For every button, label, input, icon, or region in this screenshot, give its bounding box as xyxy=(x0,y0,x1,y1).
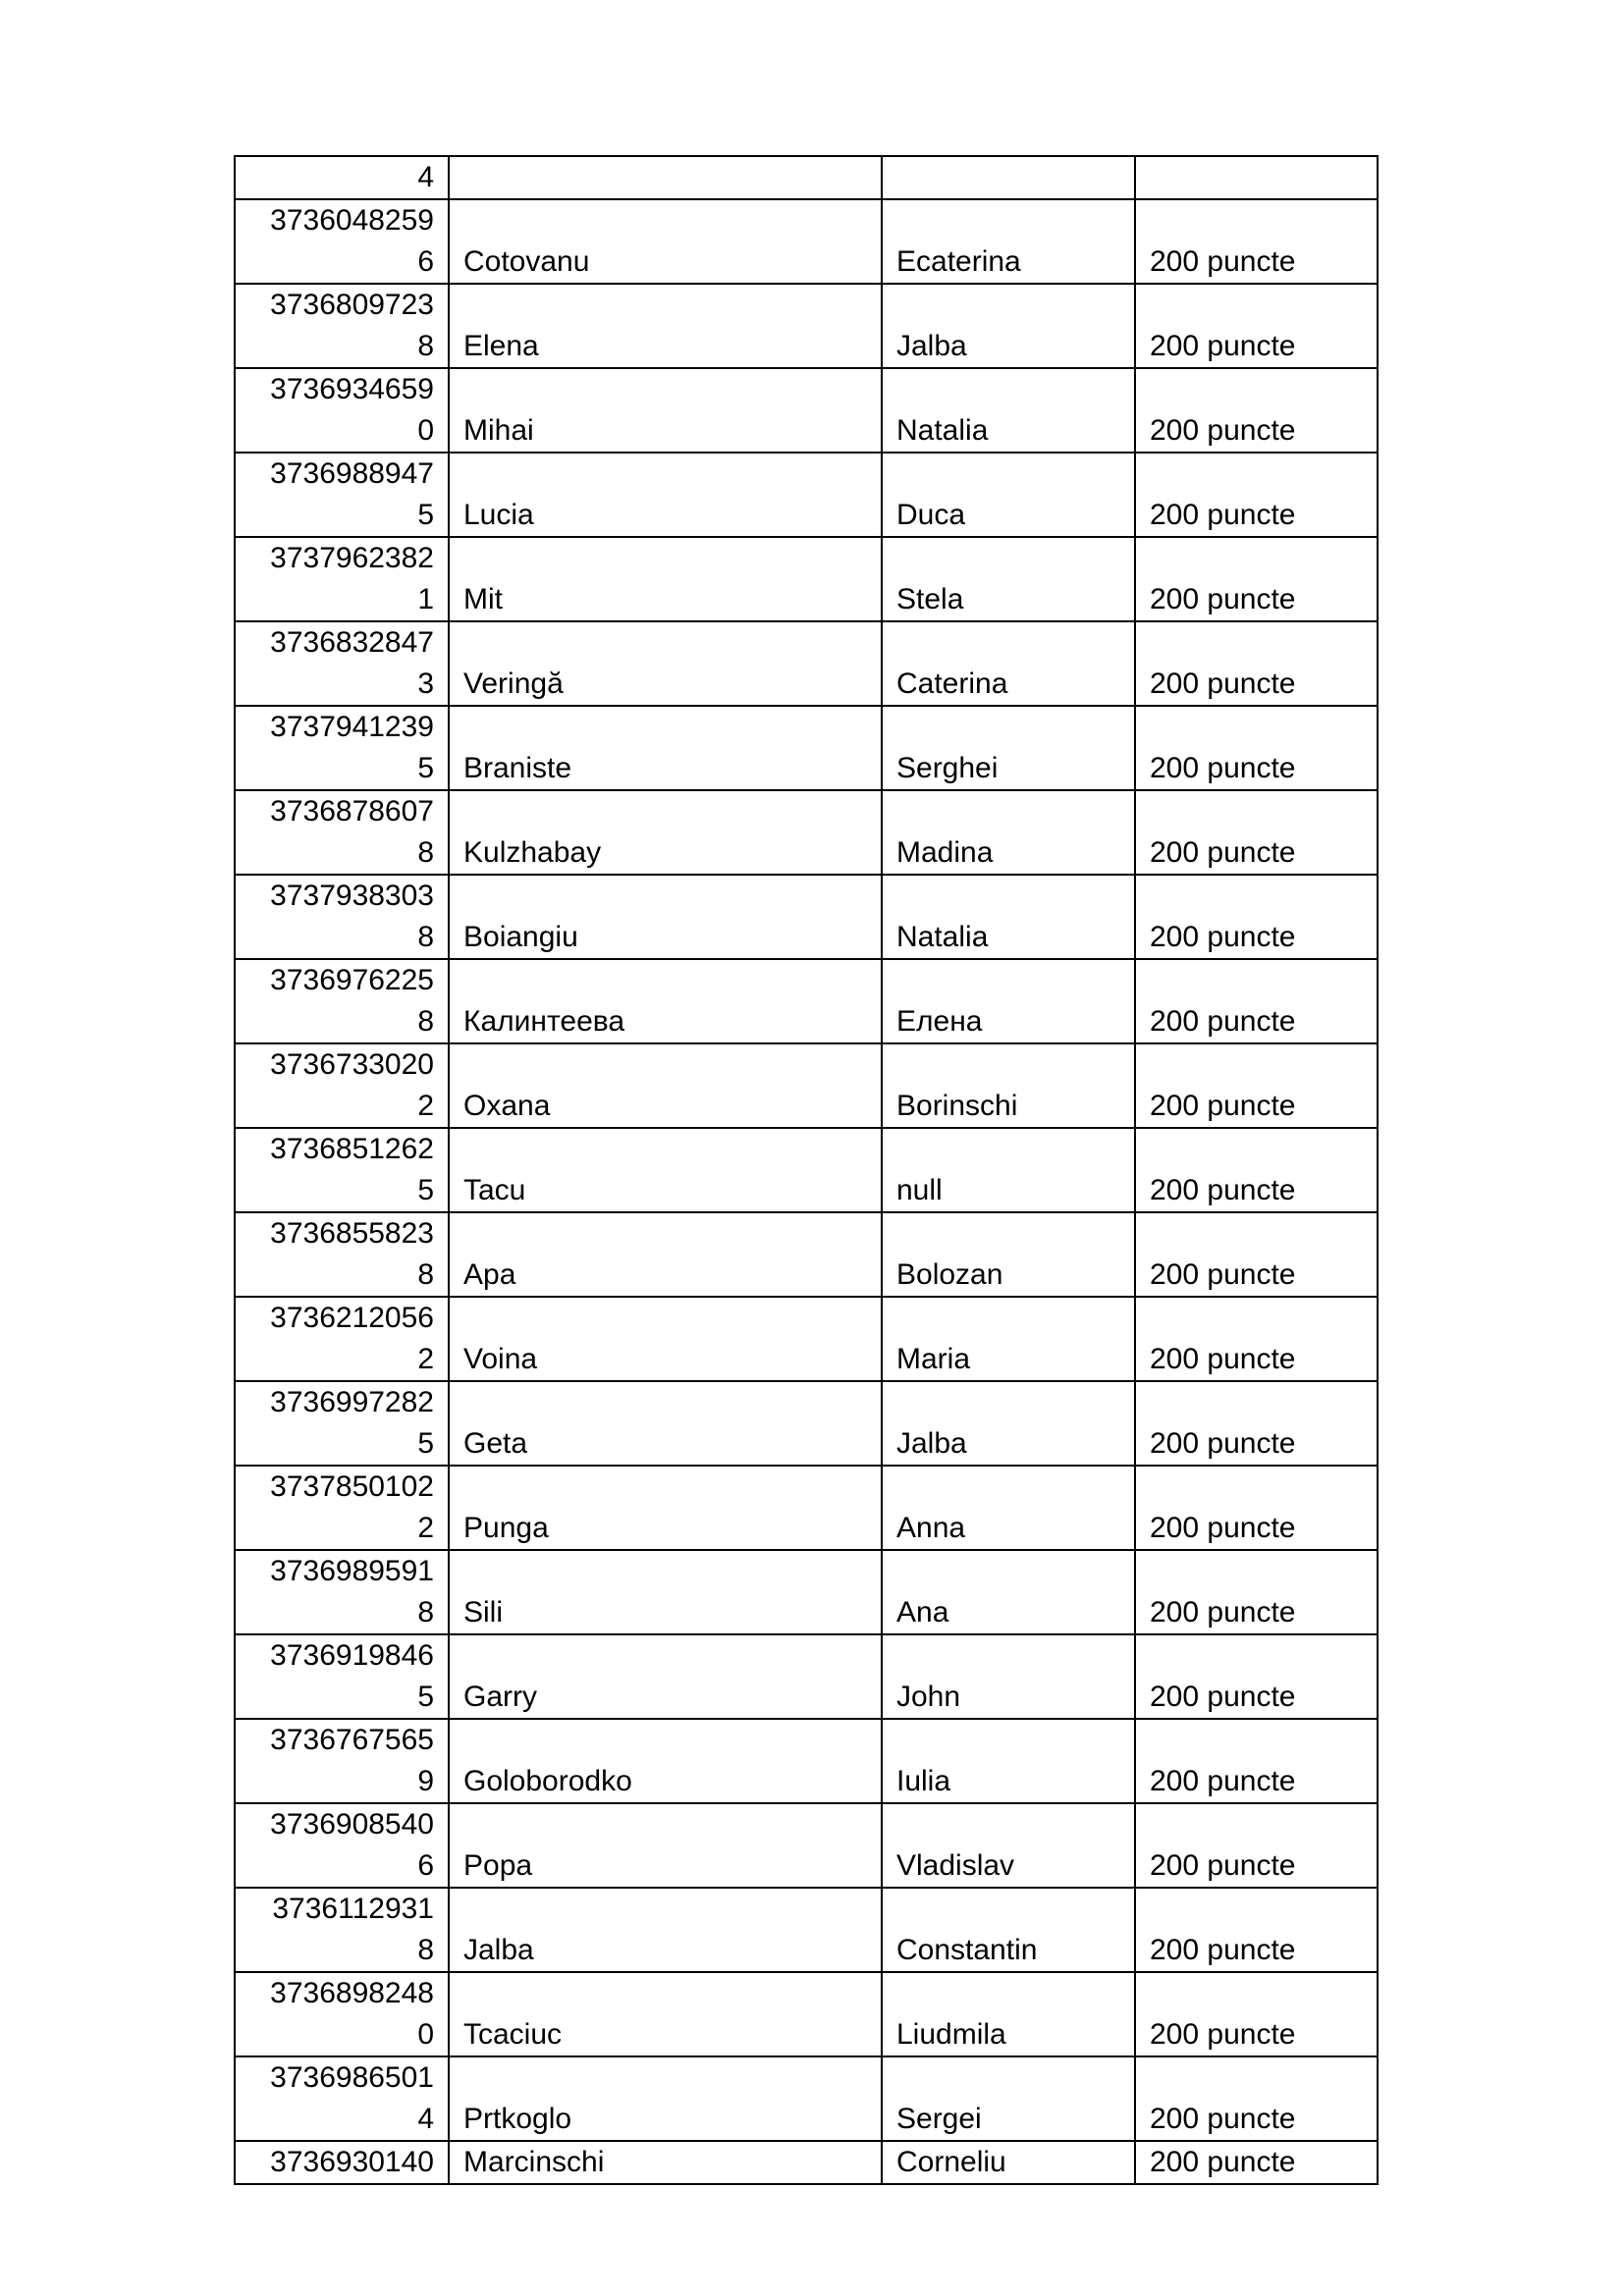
phone-cell xyxy=(235,1043,449,1128)
first-name-cell: Елена xyxy=(882,959,1135,1043)
last-name-cell: Boiangiu xyxy=(449,875,882,959)
phone-number-line-2: 8 xyxy=(417,836,434,869)
phone-cell xyxy=(235,537,449,621)
phone-number-line-1: 3736878607 xyxy=(270,795,434,828)
phone-number-line-2: 6 xyxy=(417,1849,434,1882)
points-cell: 200 puncte xyxy=(1135,706,1378,790)
phone-number-line-2: 3736930140 xyxy=(270,2146,434,2178)
last-name-cell: Braniste xyxy=(449,706,882,790)
phone-number-line-1: 3736919846 xyxy=(270,1639,434,1672)
last-name-cell: Jalba xyxy=(449,1888,882,1972)
first-name-cell: Anna xyxy=(882,1466,1135,1550)
last-name-cell: Goloborodko xyxy=(449,1719,882,1803)
table-row xyxy=(235,1043,1378,1128)
points-cell: 200 puncte xyxy=(1135,453,1378,537)
table-row xyxy=(235,537,1378,621)
phone-number-line-2: 8 xyxy=(417,921,434,953)
table-row xyxy=(235,875,1378,959)
phone-number-line-2: 2 xyxy=(417,1512,434,1544)
phone-number-line-1: 3736832847 xyxy=(270,626,434,659)
phone-number-line-1: 3736934659 xyxy=(270,373,434,405)
first-name-cell: Serghei xyxy=(882,706,1135,790)
first-name-cell: Ecaterina xyxy=(882,199,1135,284)
points-cell: 200 puncte xyxy=(1135,1297,1378,1381)
last-name-cell: Elena xyxy=(449,284,882,368)
phone-number-line-2: 5 xyxy=(417,499,434,531)
phone-number-line-2: 1 xyxy=(417,583,434,615)
phone-number-line-2: 6 xyxy=(417,245,434,278)
table-row xyxy=(235,1466,1378,1550)
last-name-cell: Apa xyxy=(449,1212,882,1297)
points-cell: 200 puncte xyxy=(1135,959,1378,1043)
phone-number-line-2: 5 xyxy=(417,1174,434,1206)
phone-cell xyxy=(235,790,449,875)
phone-cell xyxy=(235,706,449,790)
last-name-cell: Cotovanu xyxy=(449,199,882,284)
phone-cell xyxy=(235,156,449,199)
table-row xyxy=(235,790,1378,875)
table-row xyxy=(235,284,1378,368)
phone-number-line-2: 5 xyxy=(417,1681,434,1713)
first-name-cell: Natalia xyxy=(882,368,1135,453)
phone-cell xyxy=(235,368,449,453)
first-name-cell: Maria xyxy=(882,1297,1135,1381)
table-row xyxy=(235,453,1378,537)
table-row xyxy=(235,2056,1378,2141)
last-name-cell: Geta xyxy=(449,1381,882,1466)
points-table xyxy=(234,155,1379,2185)
first-name-cell: Natalia xyxy=(882,875,1135,959)
table-row xyxy=(235,1888,1378,1972)
phone-number-line-1: 3737938303 xyxy=(270,880,434,912)
table-body xyxy=(235,156,1378,2184)
phone-number-line-2: 4 xyxy=(417,161,434,193)
phone-number-line-1: 3736988947 xyxy=(270,457,434,490)
phone-number-line-1: 3736898248 xyxy=(270,1977,434,2009)
table-row xyxy=(235,1972,1378,2056)
first-name-cell: Sergei xyxy=(882,2056,1135,2141)
last-name-cell xyxy=(449,156,882,199)
phone-number-line-2: 8 xyxy=(417,1596,434,1629)
points-cell: 200 puncte xyxy=(1135,2141,1378,2184)
table-row xyxy=(235,156,1378,199)
phone-number-line-1: 3736767565 xyxy=(270,1724,434,1756)
points-cell: 200 puncte xyxy=(1135,1888,1378,1972)
table-row xyxy=(235,2141,1378,2184)
phone-cell xyxy=(235,199,449,284)
phone-number-line-1: 3737941239 xyxy=(270,711,434,743)
points-cell: 200 puncte xyxy=(1135,875,1378,959)
phone-cell xyxy=(235,1128,449,1212)
last-name-cell: Mit xyxy=(449,537,882,621)
phone-number-line-1: 3736048259 xyxy=(270,204,434,237)
first-name-cell: Jalba xyxy=(882,1381,1135,1466)
phone-number-line-2: 2 xyxy=(417,1090,434,1122)
first-name-cell: Liudmila xyxy=(882,1972,1135,2056)
phone-cell xyxy=(235,1212,449,1297)
phone-number-line-2: 8 xyxy=(417,1258,434,1291)
phone-cell xyxy=(235,1803,449,1888)
phone-cell xyxy=(235,1550,449,1634)
table-row xyxy=(235,1297,1378,1381)
first-name-cell: Jalba xyxy=(882,284,1135,368)
points-cell: 200 puncte xyxy=(1135,621,1378,706)
last-name-cell: Sili xyxy=(449,1550,882,1634)
first-name-cell: Madina xyxy=(882,790,1135,875)
points-cell: 200 puncte xyxy=(1135,1466,1378,1550)
phone-cell xyxy=(235,1719,449,1803)
phone-cell xyxy=(235,621,449,706)
first-name-cell: Iulia xyxy=(882,1719,1135,1803)
phone-number-line-2: 8 xyxy=(417,330,434,362)
phone-number-line-1: 3736212056 xyxy=(270,1302,434,1334)
first-name-cell: Constantin xyxy=(882,1888,1135,1972)
points-cell: 200 puncte xyxy=(1135,1550,1378,1634)
phone-number-line-2: 0 xyxy=(417,2018,434,2051)
last-name-cell: Tcaciuc xyxy=(449,1972,882,2056)
points-cell: 200 puncte xyxy=(1135,1719,1378,1803)
first-name-cell: Vladislav xyxy=(882,1803,1135,1888)
points-cell: 200 puncte xyxy=(1135,1381,1378,1466)
table-row xyxy=(235,368,1378,453)
phone-number-line-1: 3736851262 xyxy=(270,1133,434,1165)
phone-cell xyxy=(235,1972,449,2056)
phone-cell xyxy=(235,284,449,368)
phone-number-line-1: 3736989591 xyxy=(270,1555,434,1587)
last-name-cell: Veringă xyxy=(449,621,882,706)
phone-cell xyxy=(235,1888,449,1972)
last-name-cell: Oxana xyxy=(449,1043,882,1128)
table-row xyxy=(235,1719,1378,1803)
phone-cell xyxy=(235,1634,449,1719)
last-name-cell: Калинтеева xyxy=(449,959,882,1043)
phone-number-line-1: 3736997282 xyxy=(270,1386,434,1418)
first-name-cell: Corneliu xyxy=(882,2141,1135,2184)
phone-number-line-1: 3736809723 xyxy=(270,289,434,321)
phone-number-line-2: 8 xyxy=(417,1005,434,1038)
phone-cell xyxy=(235,2141,449,2184)
points-cell xyxy=(1135,156,1378,199)
points-cell: 200 puncte xyxy=(1135,537,1378,621)
first-name-cell: Duca xyxy=(882,453,1135,537)
phone-number-line-2: 5 xyxy=(417,752,434,784)
points-cell: 200 puncte xyxy=(1135,1212,1378,1297)
phone-number-line-2: 0 xyxy=(417,414,434,447)
phone-cell xyxy=(235,453,449,537)
last-name-cell: Garry xyxy=(449,1634,882,1719)
last-name-cell: Tacu xyxy=(449,1128,882,1212)
phone-number-line-2: 3 xyxy=(417,667,434,700)
table-row xyxy=(235,959,1378,1043)
first-name-cell: null xyxy=(882,1128,1135,1212)
points-cell: 200 puncte xyxy=(1135,368,1378,453)
table-row xyxy=(235,706,1378,790)
last-name-cell: Popa xyxy=(449,1803,882,1888)
points-cell: 200 puncte xyxy=(1135,1128,1378,1212)
last-name-cell: Kulzhabay xyxy=(449,790,882,875)
first-name-cell: John xyxy=(882,1634,1135,1719)
phone-number-line-1: 3736733020 xyxy=(270,1048,434,1081)
phone-number-line-1: 3737962382 xyxy=(270,542,434,574)
points-cell: 200 puncte xyxy=(1135,199,1378,284)
phone-number-line-1: 3736855823 xyxy=(270,1217,434,1250)
table-row xyxy=(235,1128,1378,1212)
points-cell: 200 puncte xyxy=(1135,790,1378,875)
last-name-cell: Punga xyxy=(449,1466,882,1550)
phone-number-line-1: 3736908540 xyxy=(270,1808,434,1841)
table-row xyxy=(235,621,1378,706)
phone-cell xyxy=(235,2056,449,2141)
table-row xyxy=(235,1381,1378,1466)
phone-cell xyxy=(235,959,449,1043)
first-name-cell: Ana xyxy=(882,1550,1135,1634)
phone-number-line-1: 3737850102 xyxy=(270,1470,434,1503)
phone-cell xyxy=(235,1466,449,1550)
phone-number-line-2: 2 xyxy=(417,1343,434,1375)
phone-number-line-1: 3736976225 xyxy=(270,964,434,996)
phone-cell xyxy=(235,1297,449,1381)
last-name-cell: Marcinschi xyxy=(449,2141,882,2184)
first-name-cell xyxy=(882,156,1135,199)
points-cell: 200 puncte xyxy=(1135,1634,1378,1719)
points-cell: 200 puncte xyxy=(1135,1972,1378,2056)
phone-number-line-2: 9 xyxy=(417,1765,434,1797)
points-cell: 200 puncte xyxy=(1135,284,1378,368)
first-name-cell: Bolozan xyxy=(882,1212,1135,1297)
first-name-cell: Caterina xyxy=(882,621,1135,706)
first-name-cell: Borinschi xyxy=(882,1043,1135,1128)
table-row xyxy=(235,1634,1378,1719)
phone-number-line-1: 3736112931 xyxy=(272,1893,434,1925)
phone-number-line-2: 5 xyxy=(417,1427,434,1460)
phone-number-line-1: 3736986501 xyxy=(270,2061,434,2094)
table-row xyxy=(235,1212,1378,1297)
last-name-cell: Prtkoglo xyxy=(449,2056,882,2141)
table-row xyxy=(235,1550,1378,1634)
table-row xyxy=(235,199,1378,284)
first-name-cell: Stela xyxy=(882,537,1135,621)
last-name-cell: Voina xyxy=(449,1297,882,1381)
phone-number-line-2: 8 xyxy=(417,1934,434,1966)
phone-cell xyxy=(235,875,449,959)
last-name-cell: Mihai xyxy=(449,368,882,453)
table-row xyxy=(235,1803,1378,1888)
phone-cell xyxy=(235,1381,449,1466)
last-name-cell: Lucia xyxy=(449,453,882,537)
points-cell: 200 puncte xyxy=(1135,2056,1378,2141)
points-cell: 200 puncte xyxy=(1135,1803,1378,1888)
phone-number-line-2: 4 xyxy=(417,2103,434,2135)
points-cell: 200 puncte xyxy=(1135,1043,1378,1128)
